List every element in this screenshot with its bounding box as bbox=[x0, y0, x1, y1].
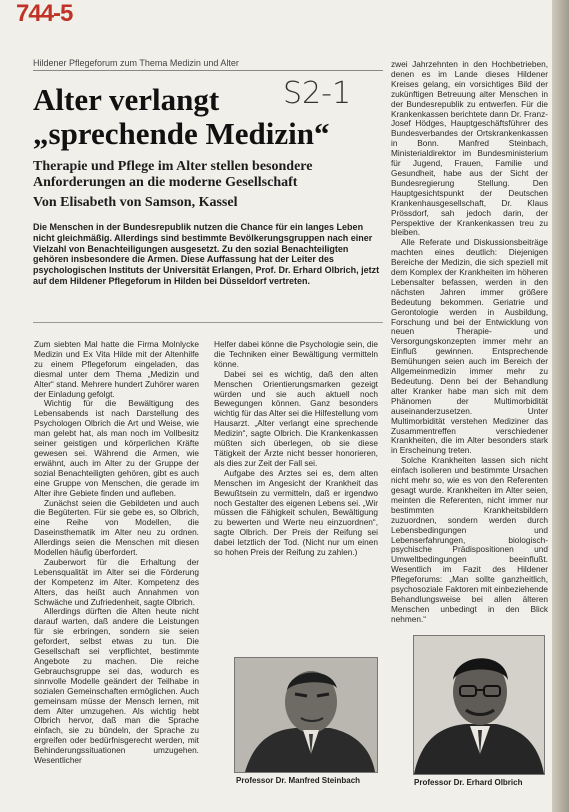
article-byline: Von Elisabeth von Samson, Kassel bbox=[33, 195, 238, 210]
paragraph: Dabei sei es wichtig, daß den alten Menschen Orientierungsmarken gezeigt würden und sie auch aktuell noch Bewegungen können. Ganz besonders wichtig für das Alter sei die Hilfestellung vom Hausarzt. „Alter verlangt eine sprechende Medizin“, sagte Olbrich. Die Krankenkassen müßten sich überlegen, ob sie diese Tätigkeit der Ärzte nicht besser honorieren, als dies zur Zeit der Fall sei. bbox=[214, 368, 378, 468]
lead-divider bbox=[33, 322, 383, 323]
portrait-steinbach-icon bbox=[235, 658, 377, 772]
headline-line-2: „sprechende Medizin“ bbox=[33, 116, 330, 151]
paragraph: Wichtig für die Bewältigung des Lebensabends ist nach Darstellung des Psychologen Olbrich die Art und Weise, wie man gelebt hat, als man noch im Vollbesitz seiner geistigen und körperlichen Kräfte gewesen sei. Während die Armen, wie erwähnt, auch im Alter zu der Gruppe der sozial Benachteiligten gehören, gibt es auch eine Gruppe von Menschen, die gerade im Alter ihre Gebiete finden und aufleben. bbox=[34, 398, 199, 498]
paragraph: Zunächst seien die Gebildeten und auch die Begüterten. Für sie gebe es, so Olbrich, eine Reihe von Modellen, die Daseinsthematik im Alter neu zu ordnen. Allerdings seien die Menschen mit diesen Modellen häufig überfordert. bbox=[34, 497, 199, 558]
headline-line-1: Alter verlangt bbox=[33, 82, 220, 117]
article-subtitle: Therapie und Pflege im Alter stellen besondere Anforderungen an die moderne Gesellschaft bbox=[33, 159, 313, 190]
paragraph: Helfer dabei könne die Psychologie sein, die die Techniken einer Bewältigung vermitteln könne. bbox=[214, 340, 378, 369]
portrait-olbrich-icon bbox=[414, 636, 544, 774]
handwritten-note: S2-1 bbox=[283, 76, 352, 111]
portrait-photo-olbrich bbox=[413, 635, 545, 775]
paragraph: Allerdings dürften die Alten heute nicht darauf warten, daß andere die Leistungen für sie erbringen, sondern sie seien gefordert, selbst etwas zu tun. Die Gesellschaft sei verpflichtet, bestimmte Angebote zu machen. Die reiche Gebrauchsgruppe sei das, wodurch es sinnvolle Modelle geändert der Teilhabe in sozialen Gemeinschaften ermöglichen. Auch gemeinsam müsse der Mensch lernen, mit dem Alter umzugehen. Als wichtig hebt Olbrich hervor, daß man die Sprache einfach, sie zu bündeln, der Sprache zu ergreifen oder bedürfnisgerecht werden, mit Behinderungssituationen umzugehen. Wesentlicher bbox=[34, 606, 199, 766]
article-lead: Die Menschen in der Bundesrepublik nutzen die Chance für ein langes Leben nicht gleichmäßig. Allerdings sind bestimmte Bevölkerungsgruppen nach einer Vielzahl von Benachteiligungen ausgesetzt. Zu den sozial Benachteiligten gehören insbesondere die Armen. Diese Auffassung hat der Leiter des psychologischen Instituts der Universität Erlangen, Prof. Dr. Erhard Olbrich, jetzt auf dem Hildener Pflegeforum in Hilden bei Düsseldorf vertreten. bbox=[33, 222, 380, 286]
photo-caption-olbrich: Professor Dr. Erhard Olbrich bbox=[414, 778, 523, 787]
portrait-photo-steinbach bbox=[234, 657, 378, 773]
paragraph: Aufgabe des Arztes sei es, dem alten Menschen im Angesicht der Krankheit das Bewußtsein zu vermitteln, daß er irgendwo noch Gestalter des eigenen Lebens sei. „Wir müssen die Fähigkeit schulen, Bewältigung zu bewerten und Werte neu einzuordnen“, sagte Olbrich. Der Preis der Reifung sei dabei letztlich der Tod. (Nicht nur um einen so hohen Preis der Reifung zu zahlen.) bbox=[214, 467, 378, 558]
photo-caption-steinbach: Professor Dr. Manfred Steinbach bbox=[236, 776, 361, 785]
binding-edge bbox=[552, 0, 569, 812]
text-column-1 bbox=[34, 340, 199, 805]
paragraph: Zauberwort für die Erhaltung der Lebensqualität im Alter sei die Förderung der Kompetenz im Alter. Kompetenz des Alters, das heißt auch Annahmen von Schwäche und Zufriedenheit, sagte Olbrich. bbox=[34, 556, 199, 607]
text-column-2 bbox=[214, 340, 378, 620]
paragraph: Alle Referate und Diskussionsbeiträge machten eines deutlich: Diejenigen Bereiche der Medizin, die sich speziell mit dem Komplex der Krankheiten im höheren Lebensalter befassen, werden in den nächsten Jahren immer größere Bedeutung bekommen. Geriatrie und Gerontologie werden in Ausbildung, Forschung und bei der Entwicklung von neuen Therapie- und Versorgungskonzepten immer mehr an Einfluß gewinnen. Entsprechende Bemühungen seien auch im Bereich der Allgemeinmedizin immer mehr zu Bedeutung. Denn bei der Behandlung alter Kranker habe man sich mit dem Phänomen der Multimorbidität auseinanderzusetzen. Unter Multimorbidität verstehen Mediziner das Zusammentreffen verschiedener Krankheiten, die im Alter besonders stark in Erscheinung treten. bbox=[391, 237, 548, 456]
paragraph: Zum siebten Mal hatte die Firma Molnlycke Medizin und Ex Vita Hilde mit der Altenhilfe zu einem Pflegeforum eingeladen, das diesmal unter dem Thema „Medizin und Alter“ stand. Mehrere hundert Zuhörer waren der Einladung gefolgt. bbox=[34, 340, 199, 399]
page-number-stamp: 744-5 bbox=[16, 0, 73, 27]
paragraph: zwei Jahrzehnten in den Hochbetrieben, denen es im Lande dieses Hildener Kreises gelang, ein vorsichtiges Bild der zukünftigen Betreuung alter Menschen in der Bundesrepublik zu entwerfen. Für die Krankenkassen berichtete dann Dr. Franz-Josef Hödges, Hauptgeschäftsführer des Bundesverbandes der Ortskrankenkassen in Bonn. Manfred Steinbach, Ministerialdirektor im Bundesministerium für Jugend, Frauen, Familie und Gesundheit, habe aus der Sicht der Bundesregierung Stellung. Den Hauptgesichtspunkt der Deutschen Krankenhausgesellschaft, Dr. Klaus Prössdorf, sah jedoch darin, der Perspektive der Krankenkassen treu zu bleiben. bbox=[391, 60, 548, 238]
article-kicker: Hildener Pflegeforum zum Thema Medizin und Alter bbox=[33, 58, 383, 71]
paragraph: Solche Krankheiten lassen sich nicht einfach isolieren und bestimmte Ursachen nicht mehr so, wie es von den Referenten gesagt wurde. Krankheiten im Alter seien, meinten die Referenten, nicht immer nur bestimmten Krankheitsbildern zuzuordnen, sondern werden durch Lebensbedingungen und Lebenserfahrungen, biologisch-psychische Prädispositionen und Umweltbedingungen beeinflußt. Wesentlich im Fazit des Hildener Pflegeforums: „Man sollte ganzheitlich, psychosoziale Faktoren mit einbeziehende Behandlungsweise bei allen älteren Menschen unbedingt in den Blick nehmen.“ bbox=[391, 455, 548, 624]
